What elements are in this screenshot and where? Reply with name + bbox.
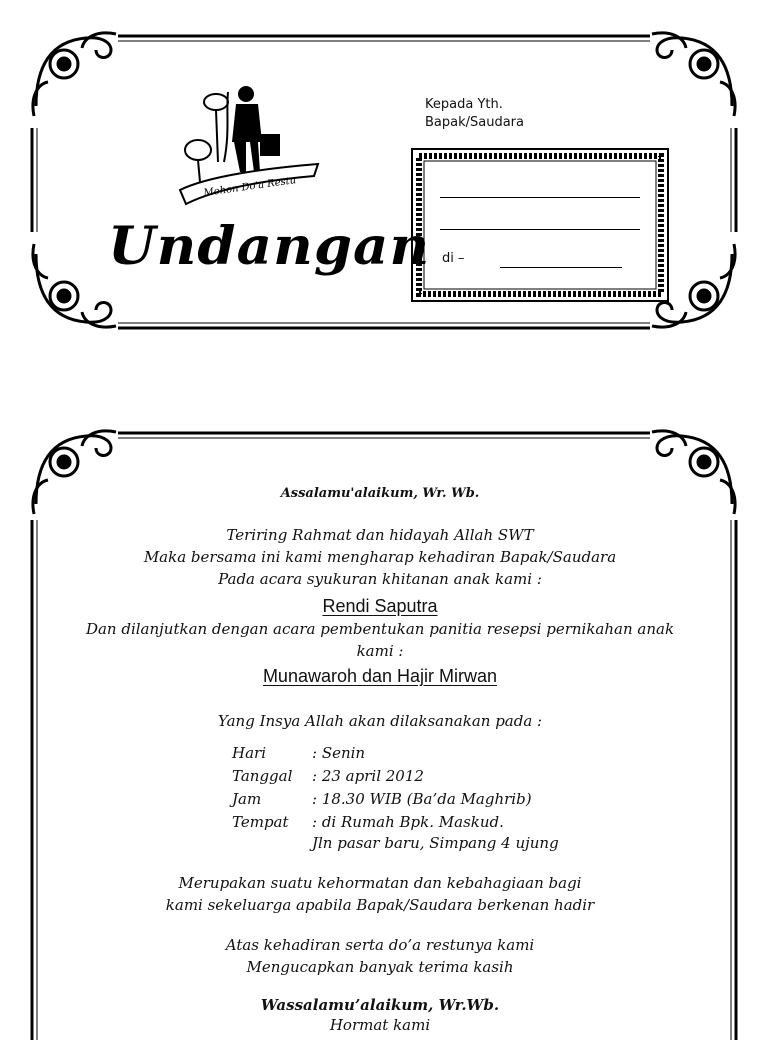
closing-line-2: kami sekeluarga apabila Bapak/Saudara berkenan hadir	[165, 896, 595, 914]
detail-row-date	[232, 767, 424, 785]
address-line-city[interactable]	[500, 267, 622, 268]
ornament-corner-top-left	[26, 424, 118, 516]
wayang-logo	[168, 72, 328, 207]
thanks-line-2: Mengucapkan banyak terima kasih	[246, 958, 514, 976]
detail-row-time	[232, 790, 532, 808]
ornament-corner-bottom-left	[26, 242, 118, 334]
recipient-header	[425, 96, 524, 132]
detail-label	[232, 834, 312, 852]
logo-caption-text: Mohon Do'a Restu	[202, 175, 297, 199]
recipient-line-2: Bapak/Saudara	[425, 115, 524, 130]
detail-label: Tanggal	[232, 767, 293, 785]
detail-row-day	[232, 744, 365, 762]
detail-value: : 18.30 WIB (Ba’da Maghrib)	[312, 790, 532, 808]
detail-label: Jam	[232, 790, 262, 808]
continue-line-2: kami :	[356, 642, 404, 660]
detail-label: Hari	[232, 744, 266, 762]
intro-line-3: Pada acara syukuran khitanan anak kami :	[218, 570, 542, 588]
closing-line-1: Merupakan suatu kehormatan dan kebahagiaan bagi	[178, 874, 582, 892]
intro-line-2: Maka bersama ini kami mengharap kehadiran Bapak/Saudara	[143, 548, 617, 566]
schedule-intro: Yang Insya Allah akan dilaksanakan pada :	[217, 712, 543, 730]
letter-card	[0, 420, 768, 1040]
envelope-card	[0, 20, 768, 340]
regards: Hormat kami	[329, 1016, 431, 1034]
recipient-line-1: Kepada Yth.	[425, 97, 503, 112]
greeting: Assalamu'alaikum, Wr. Wb.	[280, 486, 480, 501]
farewell: Wassalamu’alaikum, Wr.Wb.	[260, 996, 500, 1014]
couple-name: Munawaroh dan Hajir Mirwan	[262, 666, 498, 686]
address-di-label: di –	[442, 251, 465, 266]
ornament-corner-top-right	[650, 424, 742, 516]
detail-value: : Senin	[312, 744, 366, 762]
detail-label: Tempat	[232, 813, 289, 831]
ornament-corner-top-right	[650, 26, 742, 118]
continue-line-1: Dan dilanjutkan dengan acara pembentukan panitia resepsi pernikahan anak	[85, 620, 675, 638]
detail-value: : 23 april 2012	[312, 767, 424, 785]
address-line-2[interactable]	[440, 229, 640, 230]
intro-line-1: Teriring Rahmat dan hidayah Allah SWT	[226, 526, 534, 544]
detail-value: Jln pasar baru, Simpang 4 ujung	[312, 834, 559, 852]
thanks-line-1: Atas kehadiran serta do’a restunya kami	[225, 936, 535, 954]
address-line-1[interactable]	[440, 197, 640, 198]
detail-row-place	[232, 813, 504, 831]
ornament-corner-top-left	[26, 26, 118, 118]
detail-row-address	[232, 834, 559, 852]
invitation-title: Undangan	[108, 216, 431, 277]
child-name: Rendi Saputra	[322, 596, 438, 616]
address-box-border	[410, 147, 670, 303]
address-box	[410, 147, 670, 303]
detail-value: : di Rumah Bpk. Maskud.	[312, 813, 504, 831]
